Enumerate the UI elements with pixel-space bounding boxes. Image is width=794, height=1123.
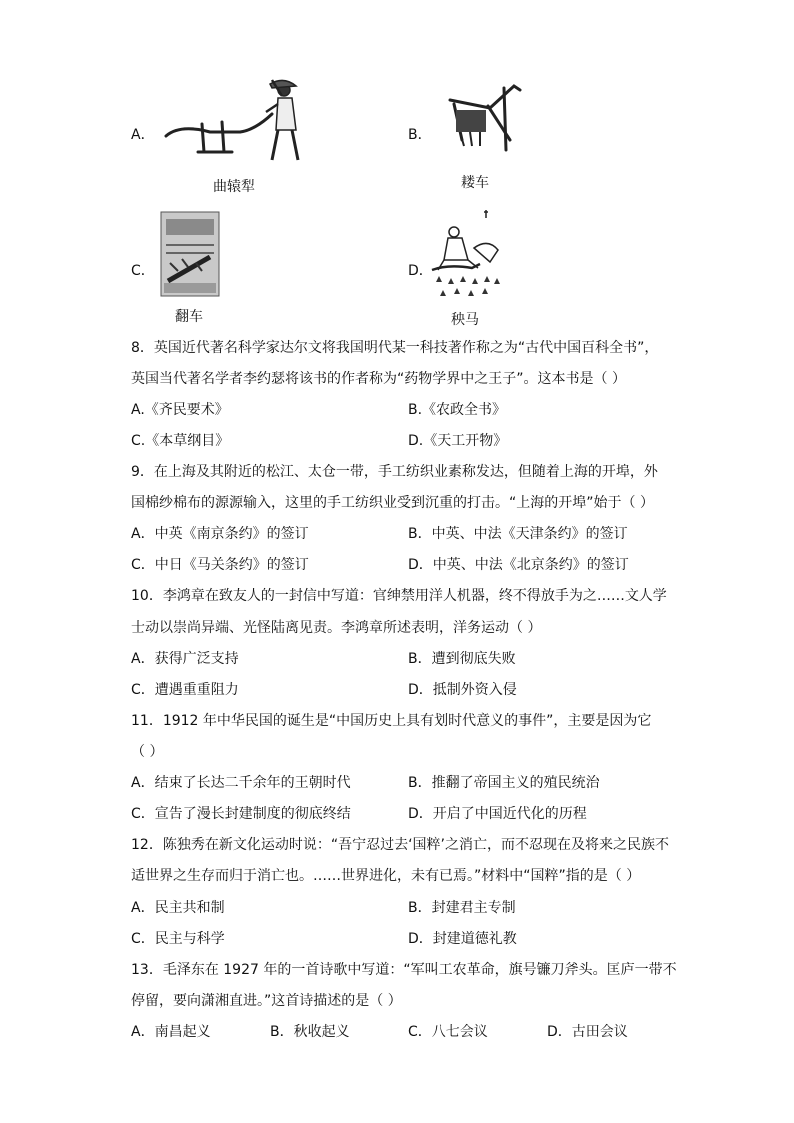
question-10-option-b: B．遭到彻底失败 (408, 651, 516, 667)
question-8-option-d: D.《天工开物》 (408, 433, 508, 449)
question-11-line-1: 11．1912 年中华民国的诞生是“中国历史上具有划时代意义的事件”，主要是因为它 (131, 713, 652, 729)
question-9-line-1: 9．在上海及其附近的松江、太仓一带，手工纺织业素称发达，但随着上海的开埠，外 (131, 464, 658, 480)
question-10-option-a: A．获得广泛支持 (131, 651, 239, 667)
question-12-option-c: C．民主与科学 (131, 931, 225, 947)
question-8-option-b: B.《农政全书》 (408, 402, 507, 418)
question-9-line-2: 国棉纱棉布的源源输入，这里的手工纺织业受到沉重的打击。“上海的开埠”始于（ ） (131, 495, 654, 511)
question-8-option-a: A.《齐民要术》 (131, 402, 229, 418)
question-13-line-1: 13．毛泽东在 1927 年的一首诗歌中写道：“军叫工农革命，旗号镰刀斧头。匡庐一带不 (131, 962, 677, 978)
question-11-option-d: D．开启了中国近代化的历程 (408, 806, 587, 822)
question-8-line-2: 英国当代著名学者李约瑟将该书的作者称为“药物学界中之王子”。这本书是（ ） (131, 371, 626, 387)
option-a-caption: 曲辕犁 (213, 179, 255, 195)
rice-transplanter-icon (428, 208, 506, 302)
question-13-option-a: A．南昌起义 (131, 1024, 211, 1040)
option-a-letter: A． (131, 127, 155, 143)
option-d-caption: 秧马 (451, 312, 479, 328)
question-11-line-2: （ ） (131, 744, 164, 760)
option-c-letter: C． (131, 263, 155, 279)
question-12-option-d: D．封建道德礼教 (408, 931, 517, 947)
water-wheel-icon (160, 211, 220, 297)
question-12-line-1: 12．陈独秀在新文化运动时说：“吾宁忍过去‘国粹’之消亡，而不忍现在及将来之民族不 (131, 837, 669, 853)
question-9-option-a: A．中英《南京条约》的签订 (131, 526, 309, 542)
question-10-line-2: 士动以崇尚异端、光怪陆离见责。李鸿章所述表明，洋务运动（ ） (131, 620, 542, 636)
curved-plough-icon (160, 74, 308, 166)
question-13-option-c: C．八七会议 (408, 1024, 488, 1040)
seed-drill-icon (440, 80, 526, 164)
question-13-option-d: D．古田会议 (547, 1024, 628, 1040)
question-11-option-b: B．推翻了帝国主义的殖民统治 (408, 775, 600, 791)
question-13-line-2: 停留，要向潇湘直进。”这首诗描述的是（ ） (131, 993, 402, 1009)
option-b-caption: 耧车 (461, 175, 489, 191)
option-d-letter: D． (408, 263, 433, 279)
option-c-caption: 翻车 (175, 309, 203, 325)
question-11-option-a: A．结束了长达二千余年的王朝时代 (131, 775, 351, 791)
question-10-option-c: C．遭遇重重阻力 (131, 682, 239, 698)
question-12-line-2: 适世界之生存而归于消亡也。……世界进化，未有已焉。”材料中“国粹”指的是（ ） (131, 868, 641, 884)
question-9-option-b: B．中英、中法《天津条约》的签订 (408, 526, 628, 542)
question-8-line-1: 8．英国近代著名科学家达尔文将我国明代某一科技著作称之为“古代中国百科全书”， (131, 340, 659, 356)
question-9-option-c: C．中日《马关条约》的签订 (131, 557, 309, 573)
question-9-option-d: D．中英、中法《北京条约》的签订 (408, 557, 629, 573)
question-11-option-c: C．宣告了漫长封建制度的彻底终结 (131, 806, 351, 822)
question-8-option-c: C.《本草纲目》 (131, 433, 230, 449)
question-10-line-1: 10．李鸿章在致友人的一封信中写道：官绅禁用洋人机器，终不得放手为之……文人学 (131, 588, 667, 604)
question-12-option-b: B．封建君主专制 (408, 900, 516, 916)
question-10-option-d: D．抵制外资入侵 (408, 682, 517, 698)
question-12-option-a: A．民主共和制 (131, 900, 225, 916)
option-b-letter: B． (408, 127, 432, 143)
question-13-option-b: B．秋收起义 (270, 1024, 350, 1040)
